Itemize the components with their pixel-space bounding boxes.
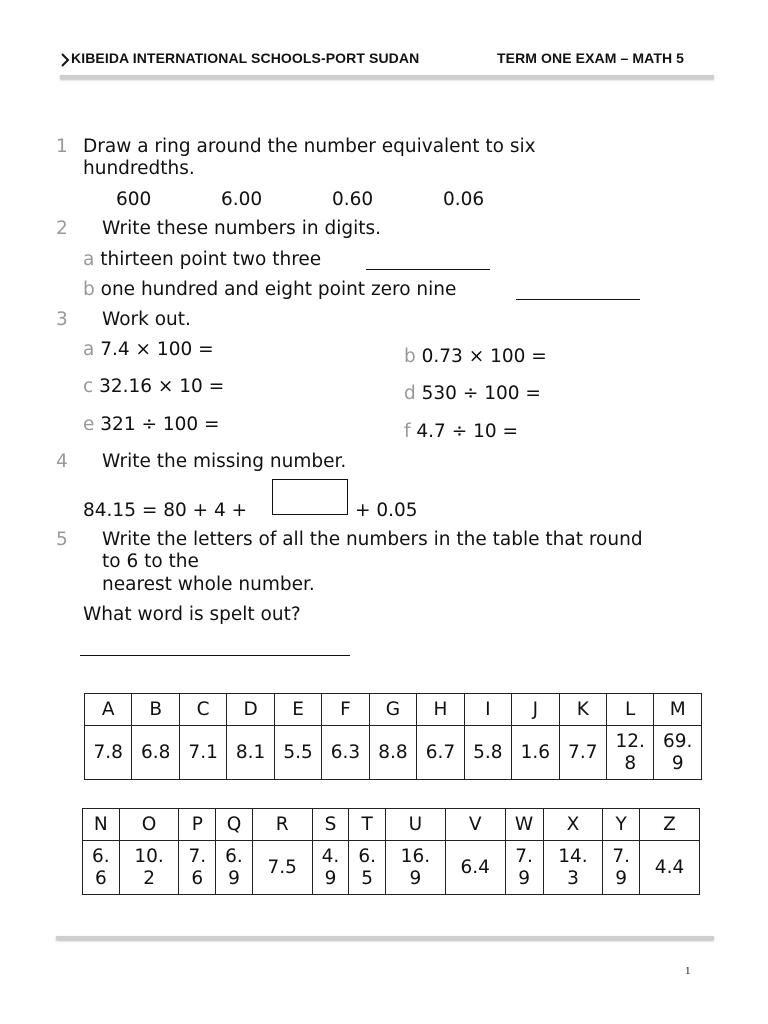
table-cell-value-line: 6. [92,845,110,867]
page-number: 1 [685,965,691,977]
table-cell-value [543,841,603,895]
table-cell-value-line: 2 [143,867,155,889]
table-cell-value-line: 9 [228,867,240,889]
table-cell-value-line: 14. [558,845,588,867]
table-cell-value-line: 6.8 [140,741,171,763]
table-cell-value [505,841,543,895]
question-5-prompt: What word is spelt out? [83,604,301,625]
table-cell-value-line: 6. [358,845,376,867]
table-cell-letter: P [179,809,216,841]
expr-3d: 530 ÷ 100 = [421,383,541,404]
table-cell-letter: O [119,809,179,841]
label-3e: e [83,414,95,435]
table-cell-value-line: 1.6 [520,741,551,763]
table-cell-value [559,726,606,780]
table-cell-letter: R [252,809,312,841]
table-cell-value-line: 12. [615,730,645,752]
table-cell-value-line: 8.8 [378,741,408,763]
table-cell-value-line: 8 [624,752,637,774]
question-3f [404,421,518,443]
label-3b: b [404,346,416,367]
expr-3b: 0.73 × 100 = [421,346,547,367]
table-value-row [83,841,700,895]
question-1-text-line1: Draw a ring around the number equivalent to six [83,136,536,157]
table-cell-value-line: 6. [225,845,243,867]
question-4-expr-right: + 0.05 [355,500,418,521]
table-cell-value [179,841,216,895]
table-cell-letter: A [85,694,132,726]
question-1-text-line2: hundredths. [83,158,195,179]
label-3d: d [404,383,416,404]
question-5-text-line1: Write the letters of all the numbers in the table that round [102,529,643,550]
option-600[interactable]: 600 [116,189,152,210]
table-cell-letter: C [179,694,226,726]
table-cell-value [640,841,700,895]
table-cell-value [369,726,416,780]
table-cell-letter: D [227,694,274,726]
expr-3a: 7.4 × 100 = [100,339,214,360]
table-cell-value [252,841,312,895]
question-2b [83,279,456,301]
option-0-06[interactable]: 0.06 [443,189,485,210]
question-5-text-line3: nearest whole number. [102,574,315,595]
table-cell-letter: Q [216,809,253,841]
answer-line-2b[interactable] [516,285,640,300]
table-cell-value [227,726,274,780]
table-cell-letter: G [369,694,416,726]
table-cell-value [603,841,640,895]
table-cell-letter: V [445,809,505,841]
exam-title: TERM ONE EXAM – MATH 5 [497,50,685,66]
table-value-row [85,726,702,780]
table-cell-value [312,841,349,895]
text-2b: one hundred and eight point zero nine [100,279,457,300]
label-3a: a [83,339,95,360]
table-cell-letter: W [505,809,543,841]
question-2-number: 2 [56,218,68,239]
option-0-60[interactable]: 0.60 [332,189,374,210]
table-cell-value [512,726,559,780]
question-4-expr-left: 84.15 = 80 + 4 + [83,500,248,521]
table-cell-value-line: 69. [663,730,693,752]
table-cell-value-line: 7.7 [568,741,598,763]
table-cell-value-line: 7. [612,845,631,867]
table-cell-value-line: 9 [671,752,684,774]
table-cell-letter: S [312,809,349,841]
table-cell-letter: H [417,694,464,726]
table-cell-value-line: 7.5 [267,856,297,878]
answer-line-5[interactable] [80,641,350,656]
question-4-number: 4 [56,451,68,472]
question-3d [404,383,541,405]
table-cell-value-line: 5.5 [283,741,313,763]
table-cell-value-line: 16. [400,845,431,867]
table-cell-value-line: 3 [567,867,579,889]
label-2a: a [83,249,95,270]
text-2a: thirteen point two three [100,249,322,270]
table-cell-value-line: 5 [361,867,374,889]
expr-3c: 32.16 × 10 = [99,376,225,397]
chevron-right-icon [60,52,70,68]
missing-number-box[interactable] [272,479,348,515]
table-cell-letter: X [543,809,603,841]
table-cell-letter: Z [640,809,700,841]
table-cell-value [85,726,132,780]
table-cell-value-line: 9 [518,867,530,889]
table-cell-value [322,726,369,780]
table-cell-value-line: 7.8 [93,741,123,763]
table-cell-value-line: 9 [615,867,628,889]
table-cell-value [445,841,505,895]
expr-3e: 321 ÷ 100 = [100,414,220,435]
school-name: KIBEIDA INTERNATIONAL SCHOOLS-PORT SUDAN [71,50,420,66]
rounding-table-n-z [82,808,700,895]
question-2-text: Write these numbers in digits. [102,218,381,239]
table-cell-letter: J [512,694,559,726]
question-3a [83,339,214,361]
table-cell-value-line: 6 [94,867,107,889]
table-cell-value-line: 4. [321,845,340,867]
question-5-text-line2: to 6 to the [102,551,199,572]
table-cell-letter: K [559,694,606,726]
table-cell-value [179,726,226,780]
table-cell-value [349,841,386,895]
table-cell-value-line: 7. [188,845,207,867]
question-1-number: 1 [56,136,68,157]
table-cell-letter: B [132,694,179,726]
question-3c [83,376,224,398]
table-cell-value [119,841,179,895]
table-cell-value [83,841,120,895]
expr-3f: 4.7 ÷ 10 = [416,421,519,442]
question-3-number: 3 [56,309,68,330]
table-cell-value [385,841,445,895]
question-3e [83,414,220,436]
table-cell-value-line: 6 [191,867,204,889]
header-divider [60,75,714,79]
question-2a [83,249,321,271]
label-2b: b [83,279,95,300]
table-cell-value-line: 7.1 [188,741,218,763]
table-cell-value [464,726,511,780]
question-5-number: 5 [56,529,68,550]
table-cell-value [417,726,464,780]
table-cell-letter: I [464,694,511,726]
table-cell-value-line: 6.7 [425,741,456,763]
table-cell-letter: F [322,694,369,726]
table-cell-value [654,726,702,780]
table-letter-row [83,809,700,841]
table-cell-value-line: 5.8 [473,741,503,763]
table-cell-value-line: 9 [324,867,337,889]
question-3b [404,346,547,368]
table-cell-value [132,726,179,780]
label-3f: f [404,421,411,442]
label-3c: c [83,376,94,397]
table-cell-value-line: 10. [134,845,164,867]
table-cell-value-line: 8.1 [235,741,266,763]
footer-divider [56,936,714,940]
table-cell-value [606,726,653,780]
table-cell-value-line: 4.4 [654,856,685,878]
question-4-text: Write the missing number. [102,451,347,472]
answer-line-2a[interactable] [366,255,490,270]
table-cell-letter: L [606,694,653,726]
table-cell-letter: U [385,809,445,841]
table-cell-value [274,726,321,780]
rounding-table-a-m [84,693,702,780]
table-cell-letter: T [349,809,386,841]
table-cell-value-line: 9 [409,867,422,889]
table-cell-letter: E [274,694,321,726]
question-3-text: Work out. [102,309,191,330]
table-letter-row [85,694,702,726]
table-cell-value-line: 6.4 [460,856,490,878]
table-cell-value [216,841,253,895]
table-cell-value-line: 7. [515,845,533,867]
table-cell-letter: N [83,809,120,841]
option-6-00[interactable]: 6.00 [221,189,263,210]
table-cell-value-line: 6.3 [330,741,361,763]
table-cell-letter: M [654,694,702,726]
table-cell-letter: Y [603,809,640,841]
